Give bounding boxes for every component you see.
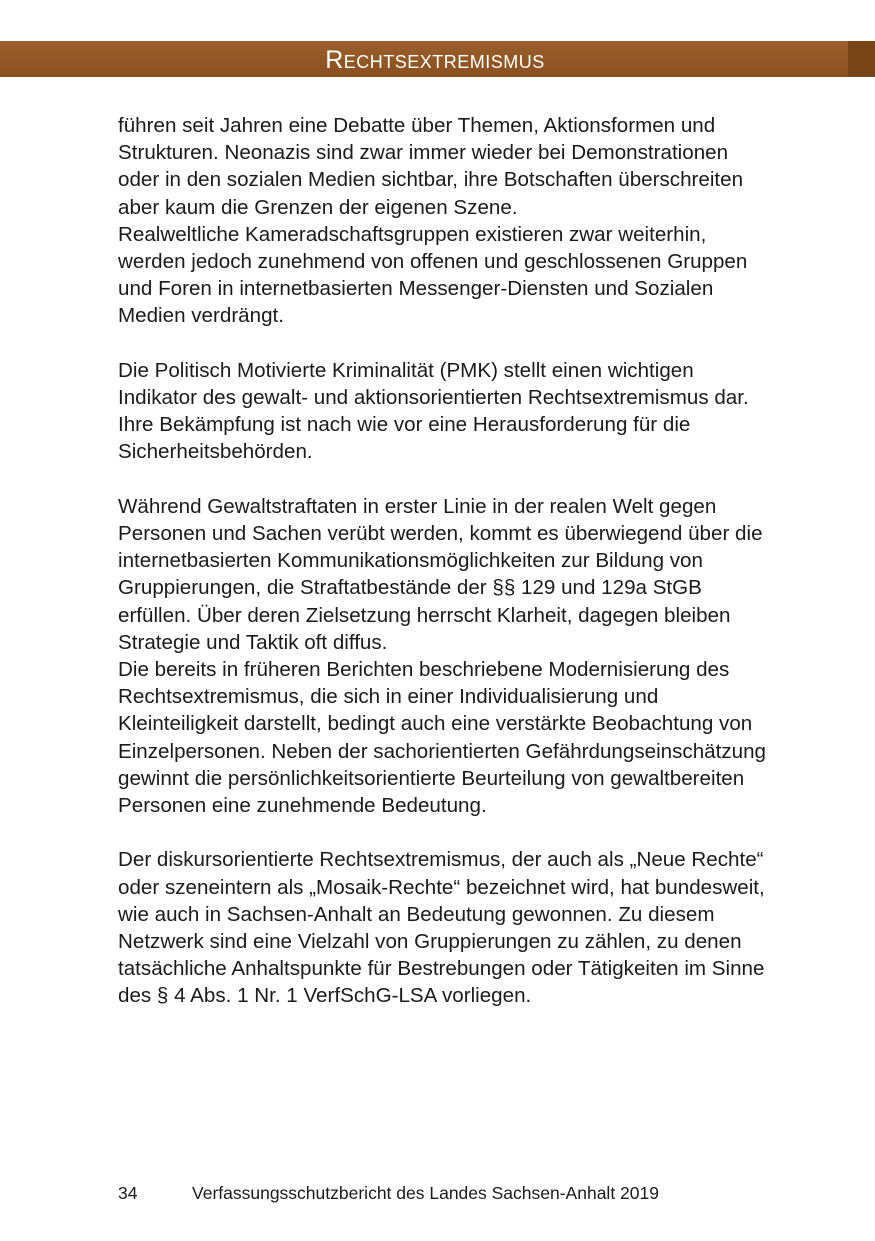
paragraph: Realweltliche Kameradschaftsgruppen existieren zwar weiterhin, werden jedoch zunehmend von offenen und geschlossenen Gruppen und Foren in internetbasierten Messenger-Diensten und Sozialen Medien verdrängt. xyxy=(118,222,748,328)
page-footer xyxy=(118,1181,659,1205)
paragraph: führen seit Jahren eine Debatte über Themen, Aktionsformen und Strukturen. Neonazis sind zwar immer wieder bei Demonstrationen oder in den sozialen Medien sichtbar, ihre Botschaften überschreiten aber kaum die Grenzen der eigenen Szene. xyxy=(118,114,744,219)
body-text xyxy=(118,112,768,1010)
paragraph: Die Politisch Motivierte Kriminalität (PMK) stellt einen wichtigen Indikator des gewalt- und aktionsorientierten Rechtsextremismus dar. Ihre Bekämpfung ist nach wie vor eine Herausforderung für die Sicherheitsbehörden. xyxy=(118,358,749,464)
page-title: Rechtsextremismus xyxy=(325,46,545,74)
paragraph: Während Gewaltstraftaten in erster Linie in der realen Welt gegen Personen und Sachen verübt werden, kommt es überwiegend über die internetbasierten Kommunikationsmöglichkeiten zur Bildung von Gruppierungen, die Straftatbestände der §§ 129 und 129a StGB erfüllen. Über deren Zielsetzung herrscht Klarheit, dagegen bleiben Strategie und Taktik oft diffus. xyxy=(118,494,763,654)
paragraph: Der diskursorientierte Rechtsextremismus, der auch als „Neue Rechte“ oder szeneintern als „Mosaik-Rechte“ bezeichnet wird, hat bundesweit, wie auch in Sachsen-Anhalt an Bedeutung gewonnen. Zu diesem Netzwerk sind eine Vielzahl von Gruppierungen zu zählen, zu denen tatsächliche Anhaltspunkte für Bestrebungen oder Tätigkeiten im Sinne des § 4 Abs. 1 Nr. 1 VerfSchG-LSA vorliegen. xyxy=(118,848,765,1008)
page-number: 34 xyxy=(118,1183,138,1203)
paragraph: Die bereits in früheren Berichten beschriebene Modernisierung des Rechtsextremismus, die sich in einer Individualisierung und Kleinteiligkeit darstellt, bedingt auch eine verstärkte Beobachtung von Einzelpersonen. Neben der sachorientierten Gefährdungseinschätzung gewinnt die persönlichkeitsorientierte Beurteilung von gewaltbereiten Personen eine zunehmende Bedeutung. xyxy=(118,658,766,818)
publication-title: Verfassungsschutzbericht des Landes Sachsen-Anhalt 2019 xyxy=(192,1183,659,1203)
